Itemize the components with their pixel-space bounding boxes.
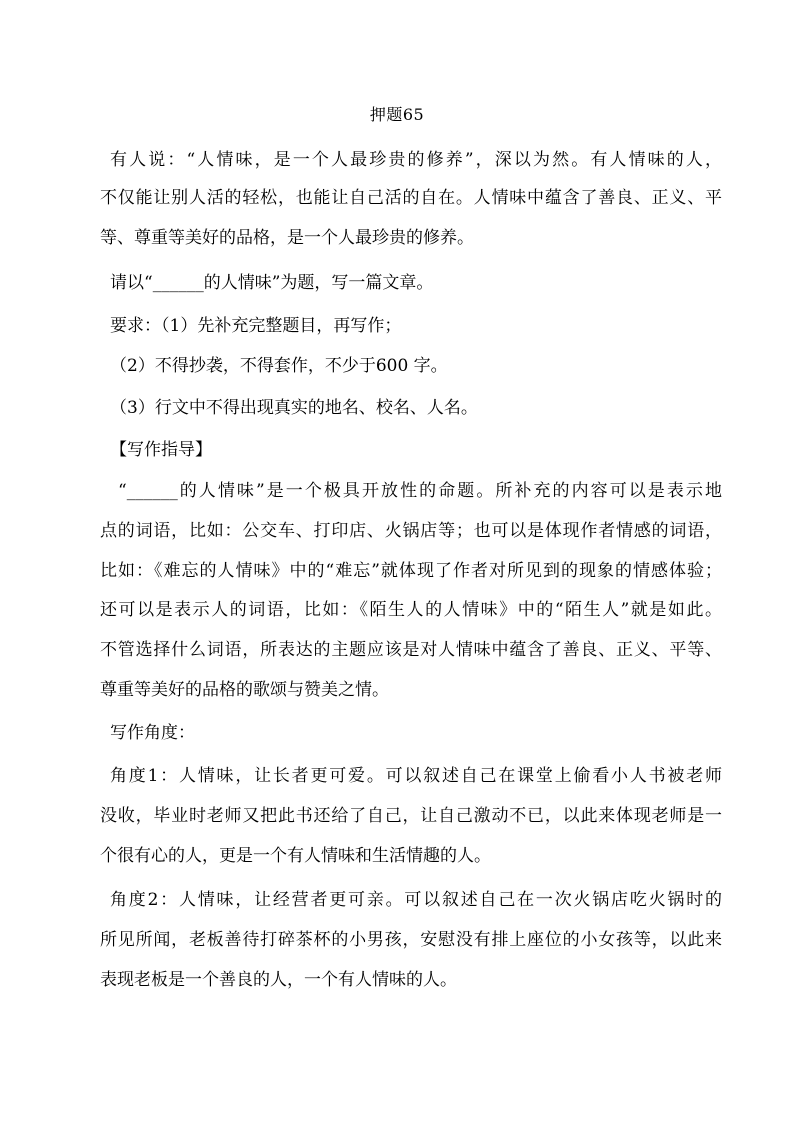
intro-line-3: 等、尊重等美好的品格，是一个人最珍贵的修养。: [100, 228, 474, 248]
angle1-line-3: 个很有心的人，更是一个有人情味和生活情趣的人。: [100, 846, 491, 866]
guide-line-1: “______的人情味”是一个极具开放性的命题。所补充的内容可以是表示地: [118, 481, 722, 501]
guide-line-4: 还可以是表示人的词语，比如：《陌生人的人情味》中的“陌生人”就是如此。: [100, 600, 722, 620]
writing-prompt: 请以“______的人情味”为题，写一篇文章。: [110, 273, 434, 293]
intro-line-2: 不仅能让别人活的轻松，也能让自己活的自在。人情味中蕴含了善良、正义、平: [100, 188, 722, 208]
angle1-line-2: 没收，毕业时老师又把此书还给了自己，让自己激动不已，以此来体现老师是一: [100, 806, 722, 826]
guide-line-3: 比如：《难忘的人情味》中的“难忘”就体现了作者对所见到的现象的情感体验；: [100, 561, 722, 581]
angle2-line-2: 所见所闻，老板善待打碎茶杯的小男孩，安慰没有排上座位的小女孩等，以此来: [100, 930, 722, 950]
requirement-2: （2）不得抄袭，不得套作，不少于600 字。: [110, 356, 448, 376]
angles-heading: 写作角度：: [110, 723, 195, 743]
guide-heading: 【写作指导】: [110, 440, 212, 460]
guide-line-5: 不管选择什么词语，所表达的主题应该是对人情味中蕴含了善良、正义、平等、: [100, 640, 722, 660]
guide-line-6: 尊重等美好的品格的歌颂与赞美之情。: [100, 680, 389, 700]
guide-line-2: 点的词语，比如：公交车、打印店、火锅店等；也可以是体现作者情感的词语，: [100, 521, 722, 541]
requirement-3: （3）行文中不得出现真实的地名、校名、人名。: [110, 398, 478, 418]
angle1-line-1: 角度1：人情味，让长者更可爱。可以叙述自己在课堂上偷看小人书被老师: [110, 766, 722, 786]
angle2-line-3: 表现老板是一个善良的人，一个有人情味的人。: [100, 970, 457, 990]
requirement-1: 要求：（1）先补充完整题目，再写作；: [110, 316, 402, 336]
page-title: 押题65: [369, 105, 425, 124]
angle2-line-1: 角度2：人情味，让经营者更可亲。可以叙述自己在一次火锅店吃火锅时的: [110, 890, 722, 910]
intro-line-1: 有人说：“人情味，是一个人最珍贵的修养”，深以为然。有人情味的人，: [110, 150, 722, 170]
